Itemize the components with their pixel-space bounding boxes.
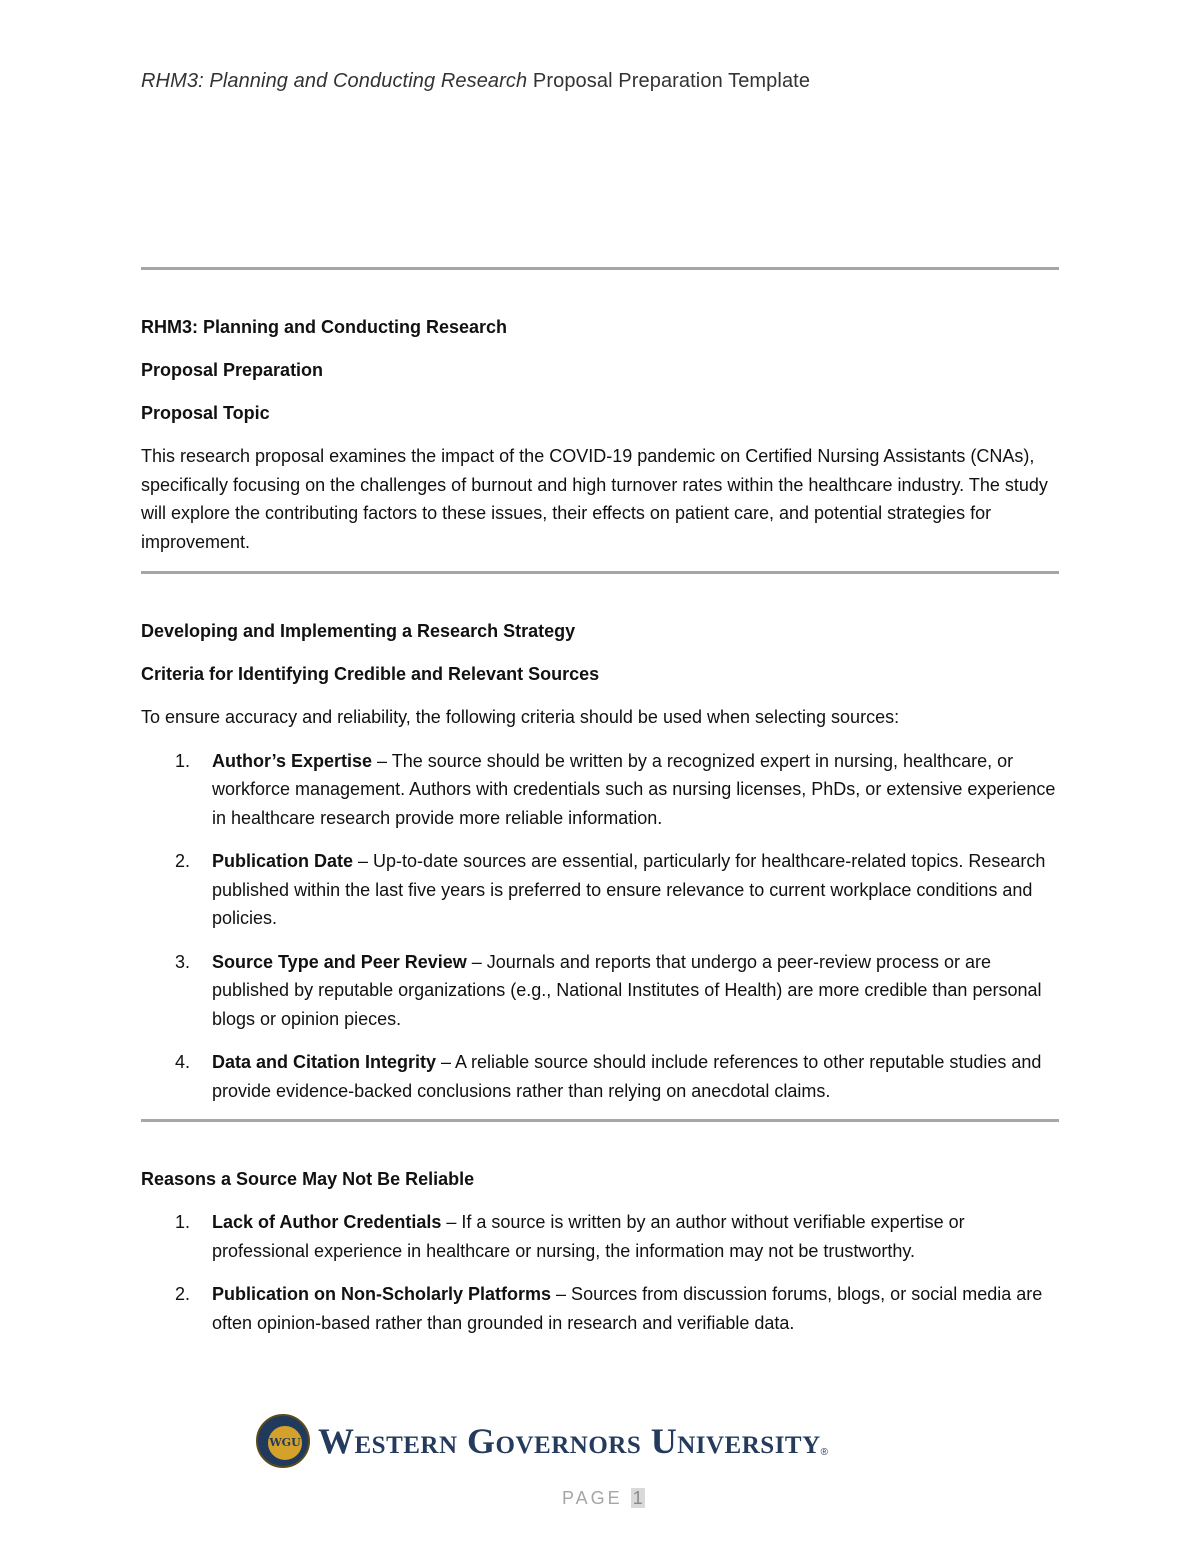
list-text: – If a source is written by an author without verifiable expertise or professional experience in healthcare or nursing, the information may not be trustworthy. [212,1212,965,1261]
divider-rule [141,267,1059,270]
list-term: Publication on Non-Scholarly Platforms [212,1284,552,1304]
topic-paragraph: This research proposal examines the impact of the COVID-19 pandemic on Certified Nursing Assistants (CNAs), specifically focusing on the challenges of burnout and high turnover rates within the healthcare industry. The study will explore the contributing factors to these issues, their effects on patient care, and potential strategies for improvement. [141,446,1048,552]
divider-rule [141,571,1059,574]
list-number: 2. [175,851,191,871]
list-number: 4. [175,1052,191,1072]
unreliable-list [141,1208,1059,1337]
list-number: 3. [175,951,191,972]
university-logo [256,1412,828,1470]
page-number [562,1488,645,1509]
university-name: Western Governors University [318,1421,821,1461]
list-text: – Sources from discussion forums, blogs, or social media are often opinion-based rather than grounded in research and verifiable data. [212,1284,1043,1333]
list-number: 2. [175,1284,191,1304]
list-term: Lack of Author Credentials [212,1212,442,1232]
research-strategy-section [141,617,1059,1120]
list-term: Data and Citation Integrity [212,1052,437,1072]
strategy-heading: Developing and Implementing a Research Strategy [141,621,576,641]
list-text: – A reliable source should include references to other reputable studies and provide evidence-backed conclusions rather than relying on anecdotal claims. [212,1052,1042,1101]
criteria-heading: Criteria for Identifying Credible and Relevant Sources [141,664,600,684]
header-subtitle: Proposal Preparation Template [527,70,811,92]
list-item [141,1048,1059,1105]
seal-inner [266,1424,304,1462]
trademark-symbol: ® [820,1447,829,1458]
list-item [141,847,1059,933]
list-text: – Journals and reports that undergo a peer-review process or are published by reputable organizations (e.g., National Institutes of Health) are more credible than personal blogs or opinion pieces. [212,951,1042,1029]
list-term: Publication Date [212,851,354,871]
list-item [141,948,1059,1034]
list-item [141,747,1059,833]
criteria-list [141,747,1059,1106]
university-seal-icon [256,1414,310,1468]
unreliable-heading: Reasons a Source May Not Be Reliable [141,1169,475,1189]
divider-rule [141,1119,1059,1122]
course-title-heading: RHM3: Planning and Conducting Research [141,317,508,337]
list-number: 1. [175,1212,191,1232]
criteria-intro: To ensure accuracy and reliability, the following criteria should be used when selecting sources: [141,707,900,727]
list-item [141,1280,1059,1337]
list-item [141,1208,1059,1265]
list-text: – The source should be written by a recognized expert in nursing, healthcare, or workforce management. Authors with credentials such as nursing licenses, PhDs, or extensive experience in healthcare research provide more reliable information. [212,750,1056,828]
header-course-title: RHM3: Planning and Conducting Research [141,70,528,92]
list-term: Source Type and Peer Review [212,951,467,972]
unreliable-sources-section [141,1165,1059,1352]
page-header [141,70,810,93]
list-term: Author’s Expertise [212,750,373,771]
proposal-preparation-heading: Proposal Preparation [141,360,324,380]
proposal-topic-section [141,313,1059,556]
proposal-topic-heading: Proposal Topic [141,403,270,423]
page-label: PAGE [562,1488,631,1508]
list-number: 1. [175,750,191,771]
seal-mark: WGU [269,1436,301,1449]
page-number-value: 1 [632,1488,643,1508]
list-text: – Up-to-date sources are essential, particularly for healthcare-related topics. Research published within the last five years is preferred to ensure relevance to current workplace conditions and policies. [212,851,1046,928]
